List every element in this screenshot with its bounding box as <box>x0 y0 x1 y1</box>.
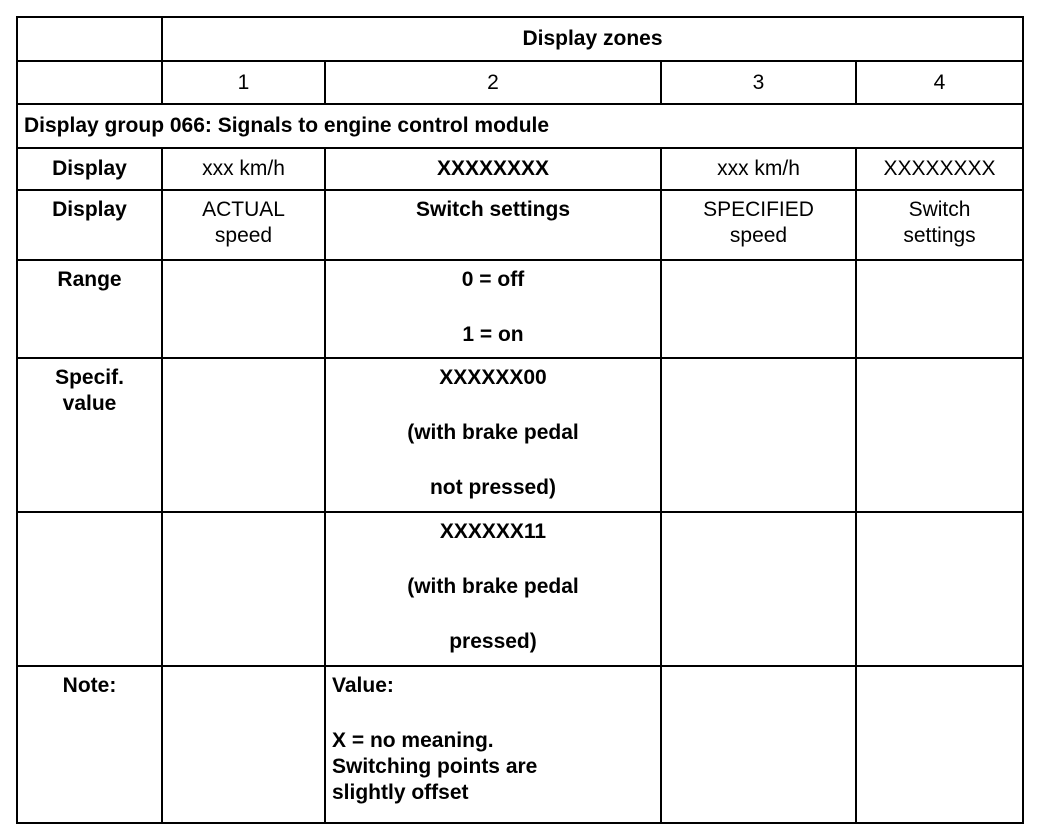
specif2-zone2 <box>325 512 661 666</box>
display-zones-title: Display zones <box>162 17 1023 61</box>
range-zone2 <box>325 260 661 358</box>
specif-zone4 <box>856 358 1023 512</box>
display1-zone4: XXXXXXXX <box>856 148 1023 190</box>
range-zone1 <box>162 260 325 358</box>
row-label-range: Range <box>17 260 162 358</box>
display2-zone3 <box>661 190 856 260</box>
value-text: value <box>62 392 117 415</box>
row-label-display: Display <box>17 148 162 190</box>
zone-number-4: 4 <box>856 61 1023 104</box>
specif-zone3 <box>661 358 856 512</box>
corner-cell-2 <box>17 61 162 104</box>
specif2-pressed: pressed) <box>449 630 537 653</box>
specif-zone2 <box>325 358 661 512</box>
note-switching: Switching points are <box>332 755 538 778</box>
display-row-1 <box>17 148 1023 190</box>
row-label-display-2: Display <box>17 190 162 260</box>
display-group-title: Display group 066: Signals to engine control module <box>17 104 1023 148</box>
specif2-zone4 <box>856 512 1023 666</box>
actual-text: ACTUAL <box>202 198 285 221</box>
switch-text: Switch <box>908 198 971 221</box>
zone-number-row <box>17 61 1023 104</box>
speed-text: speed <box>214 224 273 247</box>
specif-row-2 <box>17 512 1023 666</box>
specif-row <box>17 358 1023 512</box>
corner-cell <box>17 17 162 61</box>
zone-number-2: 2 <box>325 61 661 104</box>
specif-brake: (with brake pedal <box>407 421 579 444</box>
specif-not-pressed: not pressed) <box>429 476 557 499</box>
row-label-note: Note: <box>17 666 162 823</box>
range-row <box>17 260 1023 358</box>
display1-zone1: xxx km/h <box>162 148 325 190</box>
settings-text: settings <box>903 224 976 247</box>
specified-text: SPECIFIED <box>703 198 814 221</box>
note-value: Value: <box>332 674 394 697</box>
zone-number-1: 1 <box>162 61 325 104</box>
range-on: 1 = on <box>462 323 524 346</box>
specif-text: Specif. <box>55 366 124 389</box>
row-label-specif <box>17 358 162 512</box>
range-zone3 <box>661 260 856 358</box>
specif2-zone3 <box>661 512 856 666</box>
zone-number-3: 3 <box>661 61 856 104</box>
note-zone1 <box>162 666 325 823</box>
display1-zone3: xxx km/h <box>661 148 856 190</box>
display-row-2 <box>17 190 1023 260</box>
display2-zone2: Switch settings <box>325 190 661 260</box>
speed-text-3: speed <box>729 224 788 247</box>
specif2-label <box>17 512 162 666</box>
display2-zone1 <box>162 190 325 260</box>
group-title-row <box>17 104 1023 148</box>
note-zone3 <box>661 666 856 823</box>
display2-zone4 <box>856 190 1023 260</box>
specif-zone1 <box>162 358 325 512</box>
note-row <box>17 666 1023 823</box>
display1-zone2: XXXXXXXX <box>325 148 661 190</box>
note-zone2 <box>325 666 661 823</box>
note-zone4 <box>856 666 1023 823</box>
note-offset: slightly offset <box>332 781 469 804</box>
display-group-table <box>16 16 1024 824</box>
note-no-meaning: X = no meaning. <box>332 729 494 752</box>
specif2-zone1 <box>162 512 325 666</box>
range-zone4 <box>856 260 1023 358</box>
specif-code: XXXXXX00 <box>439 366 547 389</box>
specif2-code: XXXXXX11 <box>439 520 547 543</box>
range-off: 0 = off <box>461 268 525 291</box>
specif2-brake: (with brake pedal <box>407 575 579 598</box>
header-row <box>17 17 1023 61</box>
